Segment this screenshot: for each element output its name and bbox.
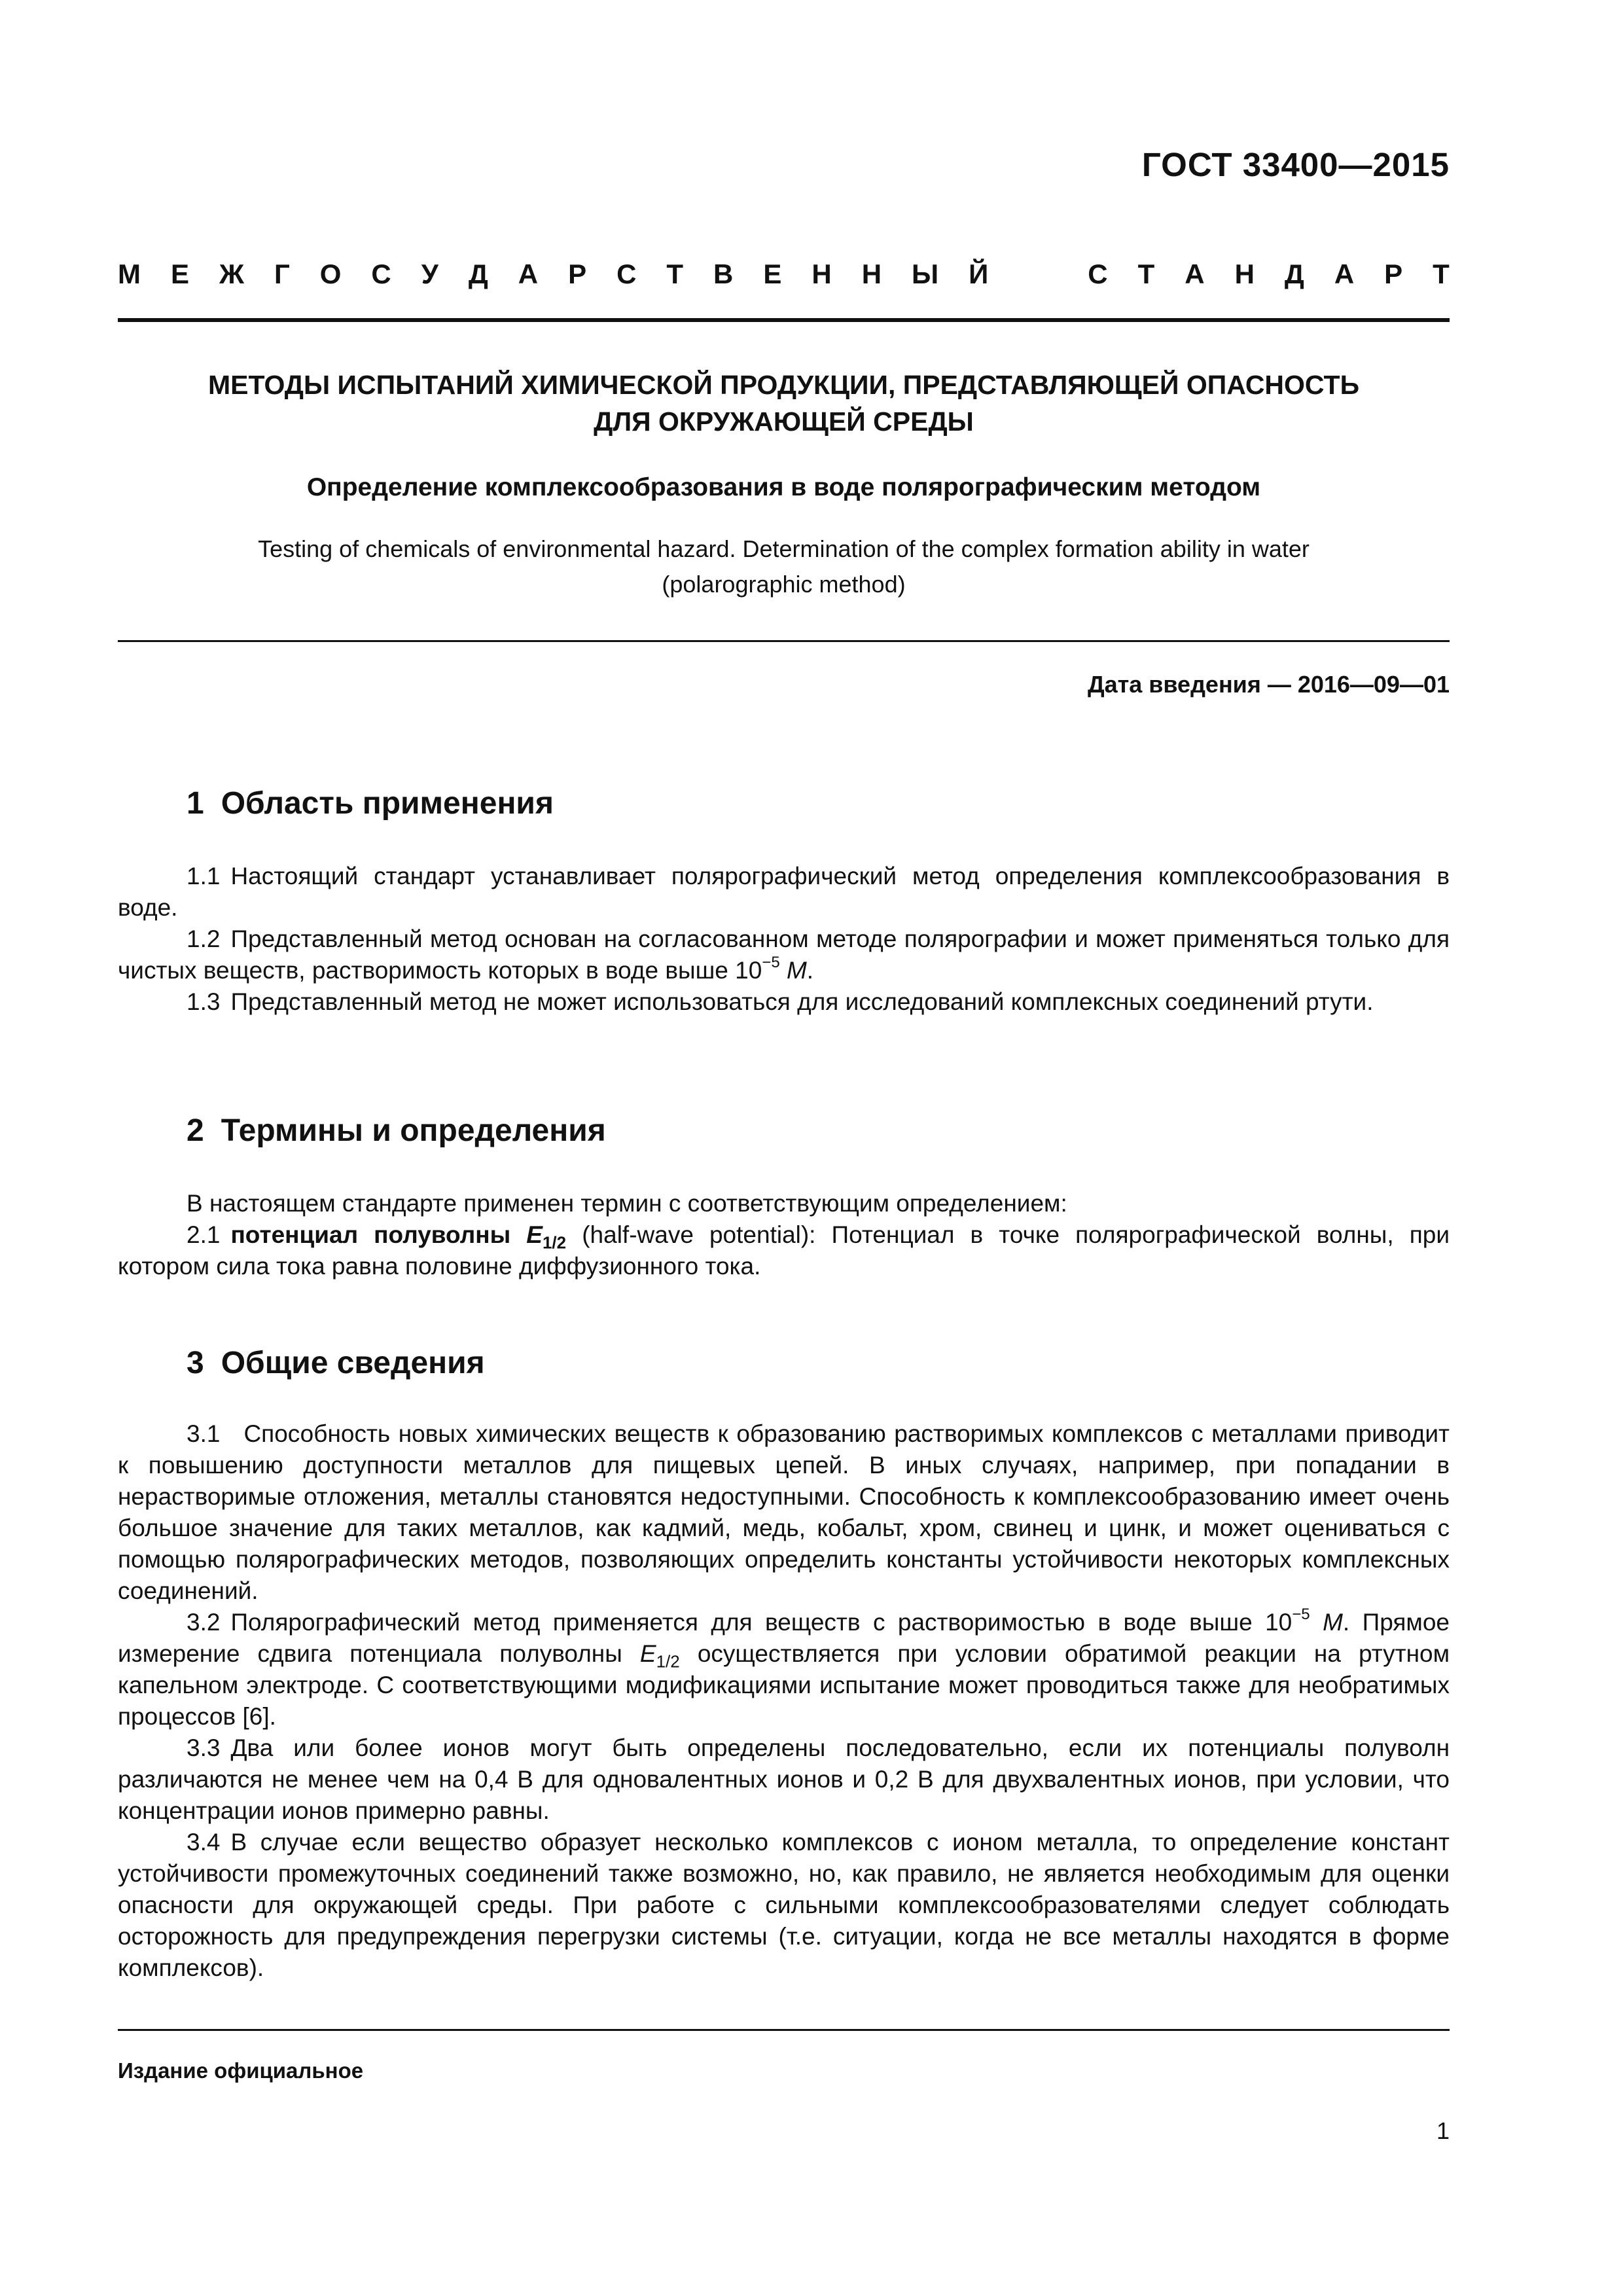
- banner-letter: У: [421, 259, 438, 289]
- title-divider: [118, 640, 1450, 642]
- section-heading-1: [187, 785, 554, 821]
- paragraph-text: Полярографический метод применяется для веществ с растворимостью в воде выше 10: [230, 1609, 1293, 1636]
- paragraph-text: Представленный метод не может использоваться для исследований комплексных соединений ртути.: [230, 988, 1374, 1015]
- document-number: ГОСТ 33400—2015: [1141, 146, 1450, 183]
- section-number: 3: [187, 1346, 204, 1380]
- document-page: [118, 0, 1450, 2296]
- paragraph-number: 1.1: [187, 863, 221, 889]
- paragraph-text: Способность новых химических веществ к образованию растворимых комплексов с металлами приводит к повышению доступности металлов для пищевых цепей. В иных случаях, например, при попадании в нерастворимые отложения, металлы становятся недоступными. Способность к комплексообразованию имеет очень большое значение для таких металлов, как кадмий, медь, кобальт, хром, свинец и цинк, и может оцениваться с помощью полярографических методов, позволяющих определить константы устойчивости некоторых комплексных соединений.: [118, 1420, 1450, 1604]
- page-number: 1: [1436, 2117, 1450, 2144]
- paragraph-number: 2.1: [187, 1221, 221, 1248]
- paragraph-text: . Прямое измерение сдвига потенциала полуволны: [118, 1609, 1450, 1667]
- banner-letter: Р: [1384, 259, 1403, 289]
- english-title-line: (polarographic method): [662, 571, 906, 598]
- section-heading-3: [187, 1345, 485, 1381]
- unit-symbol: M: [786, 957, 807, 984]
- paragraph-number: 3.1: [187, 1420, 221, 1447]
- banner-letter: Е: [170, 259, 189, 289]
- banner-letter: А: [1185, 259, 1205, 289]
- standard-banner: [118, 259, 1450, 290]
- paragraph-1-2: [118, 924, 1450, 986]
- paragraph-tail: .: [806, 957, 814, 984]
- paragraph-3-4: [118, 1827, 1450, 1984]
- paragraph-3-3: [118, 1732, 1450, 1827]
- section-2-intro: [118, 1188, 1450, 1219]
- header-divider: [118, 318, 1450, 322]
- paragraph-text: Два или более ионов могут быть определены последовательно, если их потенциалы полуволн различаются не менее чем на 0,4 В для одновалентных ионов и 0,2 В для двухвалентных ионов, при условии, что концентрации ионов примерно равны.: [118, 1734, 1450, 1824]
- section-number: 2: [187, 1113, 204, 1148]
- banner-letter: Н: [861, 259, 882, 289]
- paragraph-number: 3.4: [187, 1829, 221, 1856]
- banner-letter: О: [319, 259, 342, 289]
- term-symbol-subscript: 1/2: [542, 1232, 567, 1253]
- potential-symbol-subscript: 1/2: [656, 1651, 680, 1672]
- paragraph-number: 1.2: [187, 925, 221, 952]
- banner-letter: Т: [1137, 259, 1155, 289]
- section-number: 1: [187, 786, 204, 821]
- banner-letter: Т: [666, 259, 684, 289]
- banner-letter: Д: [468, 259, 488, 289]
- banner-letter: Н: [812, 259, 832, 289]
- title-block: [118, 367, 1450, 602]
- paragraph-1-1: [118, 861, 1450, 924]
- banner-letter: Р: [568, 259, 587, 289]
- banner-letter: С: [1088, 259, 1108, 289]
- title-line: ДЛЯ ОКРУЖАЮЩЕЙ СРЕДЫ: [594, 406, 974, 437]
- paragraph-text: В настоящем стандарте применен термин с соответствующим определением:: [187, 1190, 1067, 1217]
- introduction-date: Дата введения — 2016—09—01: [1087, 671, 1450, 698]
- exponent: −5: [762, 953, 780, 971]
- banner-letter: Д: [1284, 259, 1304, 289]
- footer-divider: [118, 2029, 1450, 2031]
- english-title: [118, 531, 1450, 602]
- unit-symbol: M: [1323, 1609, 1343, 1636]
- paragraph-number: 3.3: [187, 1734, 221, 1761]
- potential-symbol: E: [639, 1640, 656, 1667]
- banner-letter: В: [713, 259, 734, 289]
- banner-letter: Ж: [219, 259, 244, 289]
- paragraph-text: В случае если вещество образует несколько комплексов с ионом металла, то определение констант устойчивости промежуточных соединений также возможно, но, как правило, не является необходимым для оценки опасности для окружающей среды. При работе с сильными комплексообразователями следует соблюдать осторожность для предупреждения перегрузки системы (т.е. ситуации, когда не все металлы находятся в форме комплексов).: [118, 1829, 1450, 1981]
- paragraph-number: 3.2: [187, 1609, 221, 1636]
- official-edition-label: Издание официальное: [118, 2058, 364, 2083]
- exponent: −5: [1292, 1605, 1310, 1623]
- paragraph-2-1: [118, 1219, 1450, 1282]
- banner-letter: А: [518, 259, 539, 289]
- banner-letter: Й: [969, 259, 989, 289]
- paragraph-1-3: [118, 986, 1450, 1018]
- section-title: Общие сведения: [221, 1346, 485, 1380]
- paragraph-3-2: [118, 1607, 1450, 1732]
- banner-letter: Н: [1234, 259, 1255, 289]
- banner-letter: Ы: [912, 259, 939, 289]
- banner-letter: С: [371, 259, 391, 289]
- banner-letter: Е: [763, 259, 782, 289]
- section-heading-2: [187, 1113, 606, 1149]
- term-definition: (half-wave potential): Потенциал в точке полярографической волны, при котором сила тока равна половине диффузионного тока.: [118, 1221, 1450, 1280]
- paragraph-3-1: [118, 1418, 1450, 1607]
- banner-letter: А: [1334, 259, 1355, 289]
- term: потенциал полуволны: [230, 1221, 511, 1248]
- banner-spacer: [1018, 259, 1058, 290]
- banner-letter: С: [616, 259, 637, 289]
- document-subtitle: Определение комплексообразования в воде полярографическим методом: [306, 473, 1261, 501]
- paragraph-text: Представленный метод основан на согласованном методе полярографии и может применяться только для чистых веществ, растворимость которых в воде выше 10: [118, 925, 1450, 984]
- paragraph-text: Настоящий стандарт устанавливает полярографический метод определения комплексообразования в воде.: [118, 863, 1450, 921]
- section-title: Область применения: [221, 786, 554, 821]
- english-title-line: Testing of chemicals of environmental hazard. Determination of the complex formation ability in water: [258, 535, 1310, 562]
- banner-letter: Т: [1433, 259, 1450, 289]
- paragraph-number: 1.3: [187, 988, 221, 1015]
- banner-letter: М: [118, 259, 141, 289]
- banner-letter: Г: [274, 259, 290, 289]
- section-title: Термины и определения: [221, 1113, 606, 1148]
- title-line: МЕТОДЫ ИСПЫТАНИЙ ХИМИЧЕСКОЙ ПРОДУКЦИИ, ПРЕДСТАВЛЯЮЩЕЙ ОПАСНОСТЬ: [207, 370, 1360, 400]
- term-symbol: E: [526, 1221, 543, 1248]
- document-title: [118, 367, 1450, 440]
- paragraph-text: осуществляется при условии обратимой реакции на ртутном капельном электроде. С соответствующими модификациями испытание может проводиться также для необратимых процессов [6].: [118, 1640, 1450, 1730]
